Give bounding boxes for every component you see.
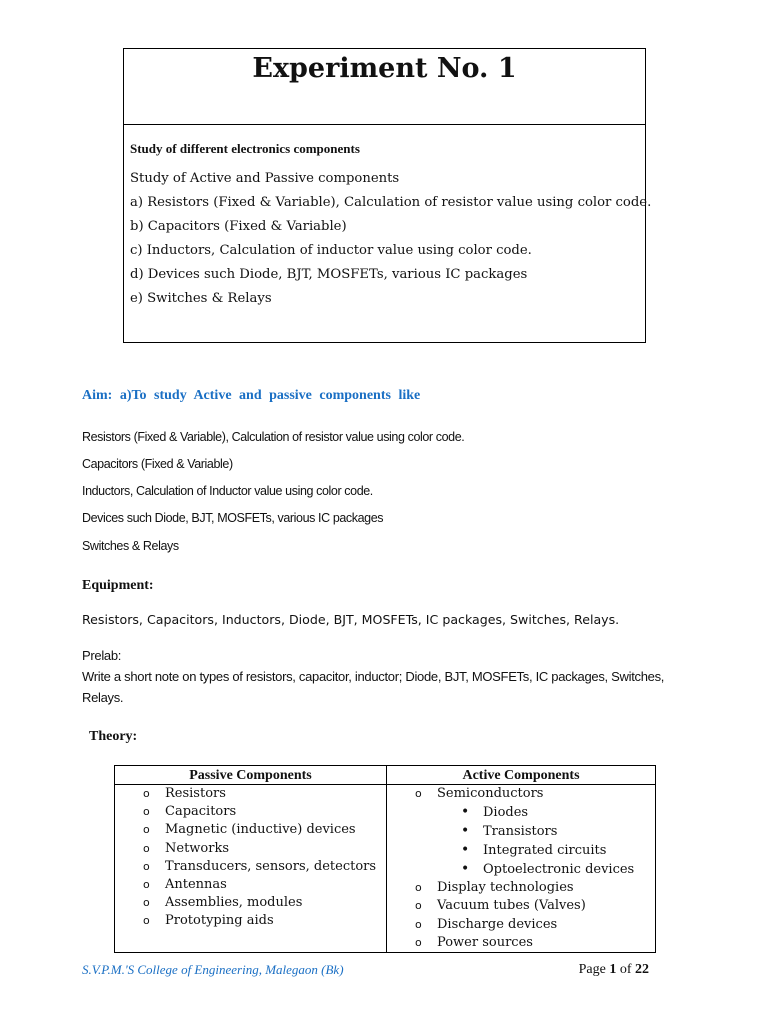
passive-header: Passive Components bbox=[115, 766, 387, 785]
experiment-subhead: Study of different electronics components bbox=[130, 141, 360, 156]
experiment-title: Experiment No. 1 bbox=[124, 49, 645, 125]
experiment-line: c) Inductors, Calculation of inductor value using color code. bbox=[130, 243, 532, 258]
list-item: o Vacuum tubes (Valves) bbox=[415, 897, 655, 915]
active-header: Active Components bbox=[387, 766, 656, 785]
aim-heading: Aim: a)To study Active and passive components like bbox=[82, 388, 421, 403]
experiment-body bbox=[124, 125, 652, 306]
page-current: 1 bbox=[609, 962, 617, 977]
footer-college: S.V.P.M.'S College of Engineering, Malegaon (Bk) bbox=[82, 962, 344, 977]
of-word: of bbox=[619, 962, 632, 977]
list-item: o Discharge devices bbox=[415, 916, 655, 934]
list-item: • Diodes bbox=[461, 803, 655, 822]
active-list bbox=[387, 785, 655, 952]
list-item: • Integrated circuits bbox=[461, 841, 655, 860]
experiment-line: b) Capacitors (Fixed & Variable) bbox=[130, 219, 347, 234]
passive-list bbox=[115, 785, 386, 931]
list-item: o Transducers, sensors, detectors bbox=[143, 858, 386, 876]
page-word: Page bbox=[578, 962, 606, 977]
page-number bbox=[579, 962, 649, 978]
aim-item: Inductors, Calculation of Inductor value using color code. bbox=[82, 484, 373, 498]
semiconductors-sublist bbox=[437, 803, 655, 879]
components-table bbox=[114, 765, 656, 953]
aim-item: Switches & Relays bbox=[82, 539, 179, 553]
aim-item: Capacitors (Fixed & Variable) bbox=[82, 457, 233, 471]
prelab-line: Relays. bbox=[82, 690, 124, 705]
page-total: 22 bbox=[635, 962, 649, 977]
equipment-heading: Equipment: bbox=[82, 578, 154, 593]
list-item: • Transistors bbox=[461, 822, 655, 841]
list-item: o Assemblies, modules bbox=[143, 894, 386, 912]
aim-item: Devices such Diode, BJT, MOSFETs, various IC packages bbox=[82, 511, 384, 525]
list-item: o Power sources bbox=[415, 934, 655, 952]
experiment-line: Study of Active and Passive components bbox=[130, 171, 400, 186]
list-item: o Prototyping aids bbox=[143, 912, 386, 930]
theory-heading: Theory: bbox=[89, 729, 138, 744]
list-item: o Antennas bbox=[143, 876, 386, 894]
active-cell bbox=[387, 785, 656, 953]
prelab-heading: Prelab: bbox=[82, 648, 122, 663]
list-item bbox=[415, 785, 655, 879]
experiment-line: d) Devices such Diode, BJT, MOSFETs, various IC packages bbox=[130, 267, 528, 282]
list-item: • Optoelectronic devices bbox=[461, 860, 655, 879]
passive-cell bbox=[115, 785, 387, 953]
equipment-text: Resistors, Capacitors, Inductors, Diode, BJT, MOSFETs, IC packages, Switches, Relays. bbox=[82, 612, 620, 627]
experiment-box bbox=[123, 48, 652, 343]
list-item: o Capacitors bbox=[143, 803, 386, 821]
list-item: o Magnetic (inductive) devices bbox=[143, 821, 386, 839]
prelab-line: Write a short note on types of resistors, capacitor, inductor; Diode, BJT, MOSFETs, IC packages, Switches, bbox=[82, 669, 665, 684]
experiment-line: e) Switches & Relays bbox=[130, 291, 272, 306]
list-item: o Resistors bbox=[143, 785, 386, 803]
experiment-line: a) Resistors (Fixed & Variable), Calculation of resistor value using color code. bbox=[130, 195, 652, 210]
semiconductors-label: Semiconductors bbox=[437, 786, 544, 801]
aim-item: Resistors (Fixed & Variable), Calculation of resistor value using color code. bbox=[82, 430, 465, 444]
list-item: o Networks bbox=[143, 840, 386, 858]
list-item: o Display technologies bbox=[415, 879, 655, 897]
